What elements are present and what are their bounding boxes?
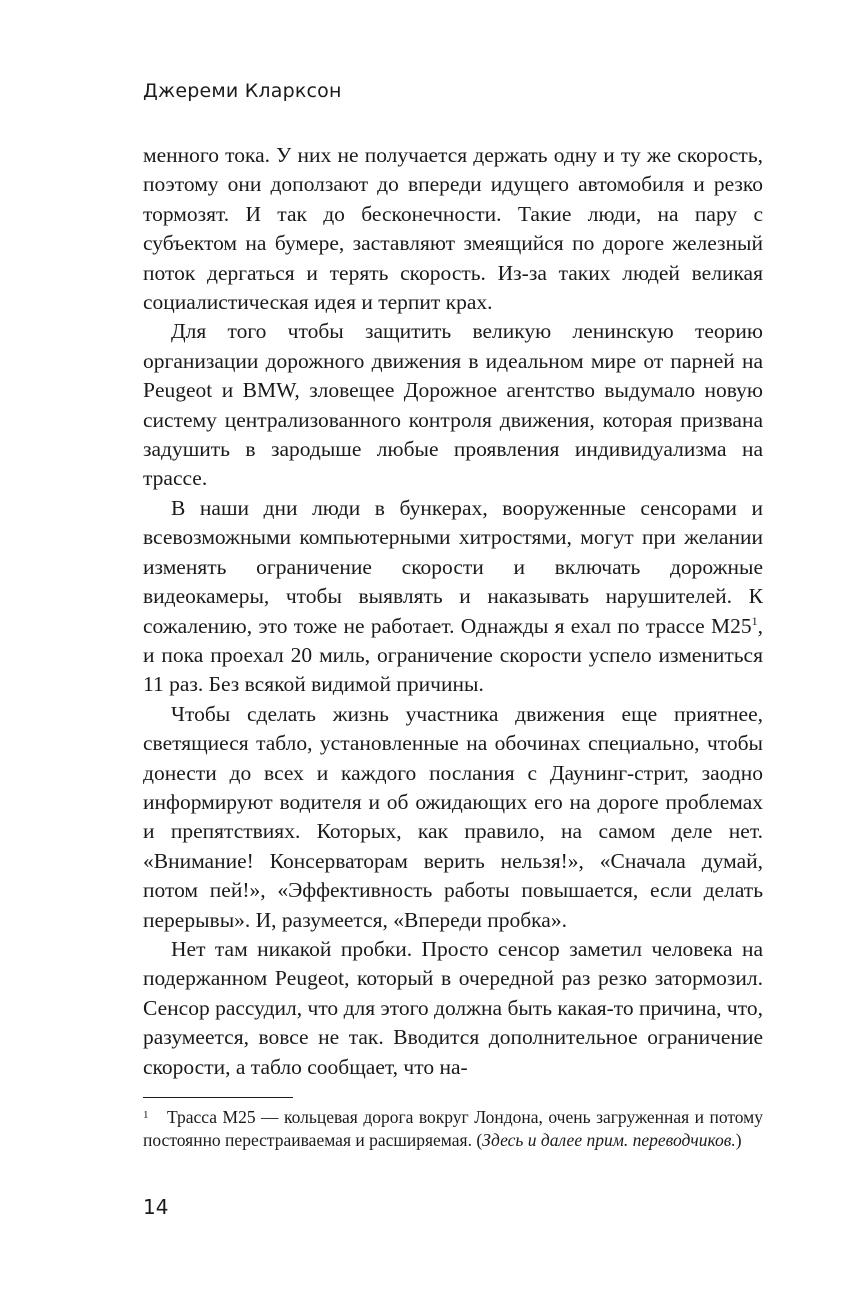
main-text xyxy=(143,141,763,1082)
paragraph-1: менного тока. У них не получается держать одну и ту же скорость, поэтому они доползают до впереди идущего автомобиля и резко тормозят. И так до бесконечности. Такие люди, на пару с субъектом на бумере, заставляют змеящийся по дороге железный поток дергаться и терять скорость. Из-за таких людей великая социалистическая идея и терпит крах. xyxy=(143,143,763,315)
paragraph-2: Для того чтобы защитить великую ленинскую теорию организации дорожного движения в идеальном мире от парней на Peugeot и BMW, зловещее Дорожное агентство выдумало новую систему централизованного контроля движения, которая призвана задушить в зародыше любые проявления индивидуализма на трассе. xyxy=(143,319,763,491)
page-number: 14 xyxy=(143,1195,169,1219)
paragraph-4: Чтобы сделать жизнь участника движения еще приятнее, светящиеся табло, установленные на обочинах специально, чтобы донести до всех и каждого послания с Даунинг-стрит, заодно информируют водителя и об ожидающих его на дороге проблемах и препятствиях. Которых, как правило, на самом деле нет. «Внимание! Консерваторам верить нельзя!», «Сначала думай, потом пей!», «Эффективность работы повышается, если делать перерывы». И, разумеется, «Впереди пробка». xyxy=(143,701,763,932)
paragraph-3 xyxy=(143,494,763,700)
footnote-reference[interactable]: 1 xyxy=(751,613,758,628)
footnote-mark: 1 xyxy=(143,1109,149,1121)
paragraph-3-text-a: В наши дни люди в бункерах, вооруженные сенсорами и всевозможными компьютерными хитростями, могут при желании изменять ограничение скорости и включать дорожные видеокамеры, чтобы выявлять и наказывать нарушителей. К сожалению, это тоже не работает. Однажды я ехал по трассе М25 xyxy=(143,495,763,638)
paragraph-5: Нет там никакой пробки. Просто сенсор заметил человека на подержанном Peugeot, который в очередной раз резко затормозил. Сенсор рассудил, что для этого должна быть какая-то причина, что, разумеется, вовсе не так. Вводится дополнительное ограничение скорости, а табло сообщает, что на- xyxy=(143,936,763,1079)
footnote-close: ) xyxy=(735,1130,742,1150)
footnote-divider xyxy=(143,1097,293,1098)
footnote-body xyxy=(143,1106,763,1152)
running-head: Джереми Кларксон xyxy=(143,80,342,102)
paragraph-3-text-b: , и пока проехал 20 миль, ограничение скорости успело измениться 11 раз. Без всякой видимой причины. xyxy=(143,613,763,697)
footnote-italic-note: Здесь и далее прим. переводчиков. xyxy=(482,1130,736,1150)
footnote-text: Трасса М25 — кольцевая дорога вокруг Лондона, очень загруженная и потому постоянно перестраиваемая и расширяемая. ( xyxy=(143,1107,763,1150)
footnote xyxy=(143,1106,763,1152)
